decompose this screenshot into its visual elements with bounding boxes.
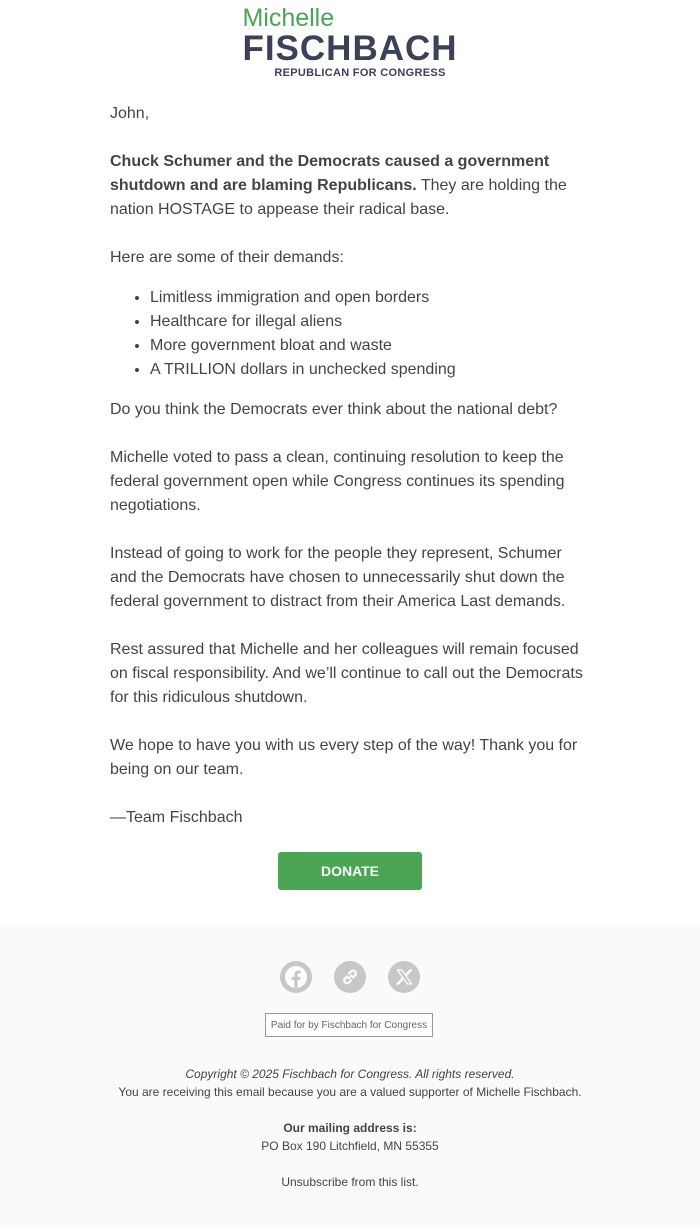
unsubscribe-link[interactable]: Unsubscribe from this list. — [281, 1175, 419, 1189]
list-item: • Healthcare for illegal aliens — [150, 310, 590, 334]
x-icon[interactable] — [388, 961, 420, 993]
logo-first-name: Michelle — [242, 4, 335, 32]
receiving-notice: You are receiving this email because you are a valued supporter of Michelle Fischbach. — [118, 1085, 582, 1099]
email-header — [0, 0, 700, 90]
list-item: • More government bloat and waste — [150, 334, 590, 358]
paragraph-assurance: Rest assured that Michelle and her colleagues will remain focused on fiscal responsibility. And we’ll continue to call out the Democrats for this ridiculous shutdown. — [110, 641, 583, 706]
greeting: John, — [110, 105, 150, 122]
logo-last-name: FISCHBACH — [242, 29, 458, 68]
facebook-icon[interactable] — [280, 961, 312, 993]
campaign-logo — [0, 4, 700, 81]
logo-tagline: REPUBLICAN FOR CONGRESS — [274, 67, 446, 79]
footer-text — [0, 1065, 700, 1191]
email-body — [0, 90, 700, 830]
paragraph-intro — [110, 150, 590, 222]
link-icon[interactable] — [334, 961, 366, 993]
paragraph-debt: Do you think the Democrats ever think about the national debt? — [110, 401, 558, 418]
email-footer — [0, 926, 700, 1225]
paragraph-thanks: We hope to have you with us every step of the way! Thank you for being on our team. — [110, 737, 578, 778]
paragraph-vote: Michelle voted to pass a clean, continuing resolution to keep the federal government open while Congress continues its spending negotiations. — [110, 449, 565, 514]
copyright-text: Copyright © 2025 Fischbach for Congress. All rights reserved. — [185, 1067, 515, 1081]
intro-bold-text: Chuck Schumer and the Democrats caused a government shutdown and are blaming Republicans. — [110, 153, 550, 194]
paid-for-disclaimer: Paid for by Fischbach for Congress — [265, 1013, 433, 1037]
intro-text: They are holding the nation HOSTAGE to appease their radical base. — [110, 177, 567, 218]
donate-button[interactable]: DONATE — [278, 852, 422, 890]
list-item: • A TRILLION dollars in unchecked spending — [150, 358, 590, 382]
demands-list — [110, 286, 590, 382]
list-item: • Limitless immigration and open borders — [150, 286, 590, 310]
paragraph-schumer: Instead of going to work for the people they represent, Schumer and the Democrats have chosen to unnecessarily shut down the federal government to distract from their America Last demands. — [110, 545, 566, 610]
mailing-address-label: Our mailing address is: — [283, 1121, 417, 1135]
mailing-address: PO Box 190 Litchfield, MN 55355 — [261, 1139, 439, 1153]
paragraph-demands-intro: Here are some of their demands: — [110, 249, 344, 266]
signoff: —Team Fischbach — [110, 809, 243, 826]
social-links — [0, 961, 700, 993]
